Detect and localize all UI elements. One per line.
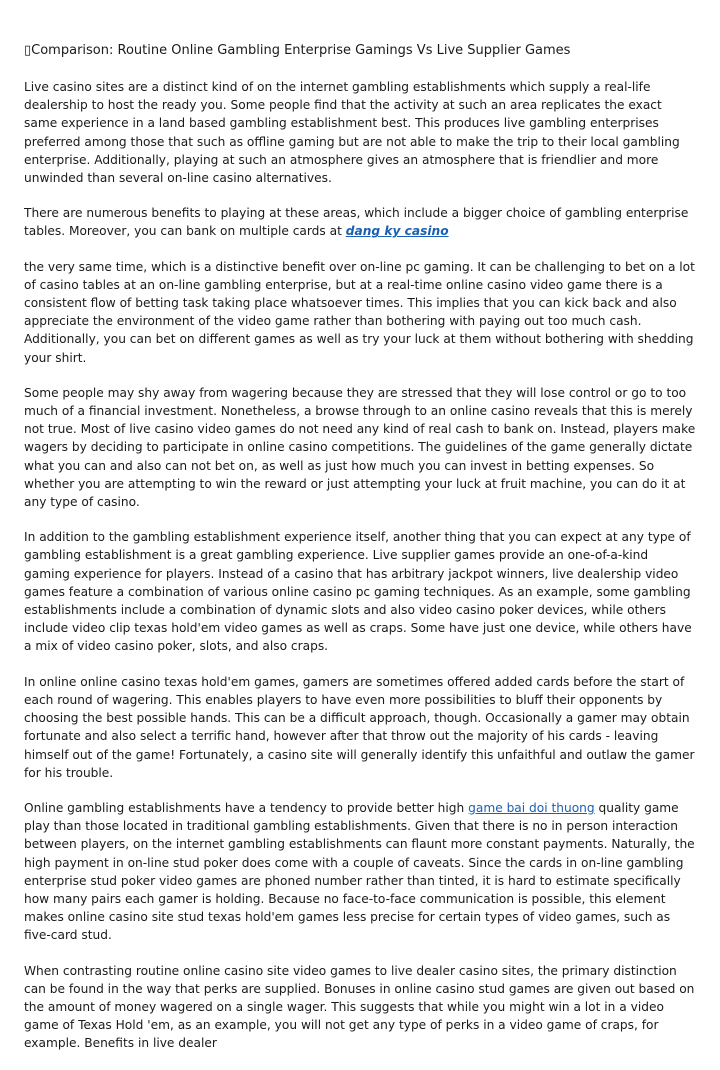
paragraph-1: Live casino sites are a distinct kind of on the internet gambling establishments which supply a real-life dealership to host the ready you. Some people find that the activity at such an area replicates the exact same experience in a land based gambling establishment best. This produces live gambling enterprises preferred among those that such as offline gaming but are not able to make the trip to their local gambling enterprise. Additionally, playing at such an atmosphere gives an atmosphere that is friendlier and more unwinded than several on-line casino alternatives.	[24, 80, 680, 186]
dang-ky-casino-link[interactable]: dang ky casino	[345, 224, 449, 239]
paragraph-7	[24, 799, 696, 945]
paragraph-3: the very same time, which is a distinctive benefit over on-line pc gaming. It can be challenging to bet on a lot of casino tables at an on-line gambling enterprise, but at a real-time online casino video game there is a consistent flow of betting task taking place whatsoever times. This implies that you can kick back and also appreciate the environment of the video game rather than bothering with paying out too much cash. Additionally, you can bet on different games as well as try your luck at them without bothering with shedding your shirt.	[24, 259, 695, 365]
document-title	[24, 42, 696, 60]
paragraph-4: Some people may shy away from wagering because they are stressed that they will lose control or go to too much of a financial investment. Nonetheless, a browse through to an online casino reveals that this is merely not true. Most of live casino video games do not need any kind of real cash to bank on. Instead, players make wagers by deciding to participate in online casino competitions. The guidelines of the game generally dictate what you can and also can not bet on, as well as just how much you can invest in betting expenses. So whether you are attempting to win the reward or just attempting your luck at fruit machine, you can do it at any type of casino.	[24, 385, 696, 510]
title-text: Comparison: Routine Online Gambling Enterprise Gamings Vs Live Supplier Games	[31, 43, 571, 58]
document-page	[24, 42, 696, 1070]
missing-glyph-icon: ▯	[24, 43, 32, 58]
paragraph-7-text-end: quality game play than those located in traditional gambling establishments. Given that there is no in person interaction between players, on the internet gambling establishments can flaunt more constant payments. Naturally, the high payment in on-line stud poker does come with a couple of caveats. Since the cards in on-line gambling enterprise stud poker video games are phoned number rather than tinted, it is hard to estimate specifically how many pairs each gamer is holding. Because no face-to-face communication is possible, this element makes online casino site stud texas hold'em games less precise for certain types of video games, such as five-card stud.	[24, 800, 695, 943]
paragraph-7-text-start: Online gambling establishments have a tendency to provide better high	[24, 800, 469, 815]
paragraph-6: In online online casino texas hold'em games, gamers are sometimes offered added cards before the start of each round of wagering. This enables players to have even more possibilities to bluff their opponents by choosing the best possible hands. This can be a difficult approach, though. Occasionally a gamer may obtain fortunate and also select a terrific hand, however after that throw out the majority of his cards - leaving himself out of the game! Fortunately, a casino site will generally identify this unfaithful and outlaw the gamer for his trouble.	[24, 674, 695, 780]
paragraph-8: When contrasting routine online casino site video games to live dealer casino sites, the primary distinction can be found in the way that perks are supplied. Bonuses in online casino stud games are given out based on the amount of money wagered on a single wager. This suggests that while you might win a lot in a video game of Texas Hold 'em, as an example, you will not get any type of perks in a video game of craps, for example. Benefits in live dealer	[24, 963, 695, 1051]
paragraph-2-text: There are numerous benefits to playing at these areas, which include a bigger choice of gambling enterprise tables. Moreover, you can bank on multiple cards at	[24, 206, 689, 239]
paragraph-5: In addition to the gambling establishment experience itself, another thing that you can expect at any type of gambling establishment is a great gambling experience. Live supplier games provide an one-of-a-kind gaming experience for players. Instead of a casino that has arbitrary jackpot winners, live dealership video games feature a combination of various online casino pc gaming techniques. As an example, some gambling establishments include a combination of dynamic slots and also video casino poker devices, while others include video clip texas hold'em video games as well as craps. Some have just one device, while others have a mix of video casino poker, slots, and also craps.	[24, 530, 692, 654]
game-bai-doi-thuong-link[interactable]: game bai doi thuong	[468, 800, 595, 815]
paragraph-2	[24, 204, 696, 240]
